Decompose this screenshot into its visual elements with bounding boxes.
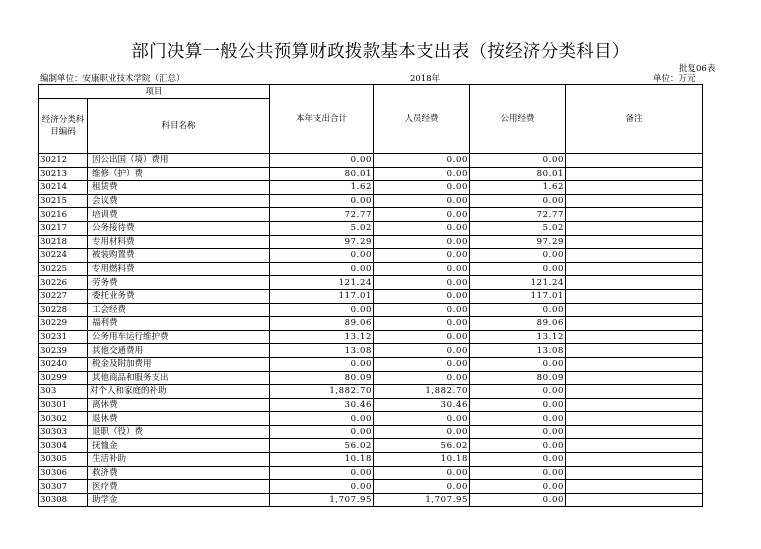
account-code-cell: 30214	[39, 181, 88, 195]
public-cell: 0.00	[470, 439, 566, 453]
account-name-cell: 税金及附加费用	[88, 357, 270, 371]
personnel-cell: 0.00	[374, 167, 470, 181]
note-cell	[566, 235, 703, 249]
account-name-cell: 其他交通费用	[88, 344, 270, 358]
public-cell: 72.77	[470, 208, 566, 222]
public-cell: 0.00	[470, 385, 566, 399]
personnel-cell: 0.00	[374, 344, 470, 358]
total-cell: 89.06	[270, 317, 374, 331]
public-cell: 121.24	[470, 276, 566, 290]
header-total: 本年支出合计	[270, 85, 374, 154]
personnel-cell: 0.00	[374, 249, 470, 263]
account-name-cell: 因公出国（境）费用	[88, 154, 270, 168]
account-code-cell: 30306	[39, 466, 88, 480]
account-name-cell: 专用材料费	[88, 235, 270, 249]
account-code-cell: 30213	[39, 167, 88, 181]
note-cell	[566, 466, 703, 480]
table-row	[39, 412, 703, 426]
table-row	[39, 398, 703, 412]
public-cell: 0.00	[470, 398, 566, 412]
table-row	[39, 221, 703, 235]
total-cell: 0.00	[270, 480, 374, 494]
personnel-cell: 0.00	[374, 330, 470, 344]
personnel-cell: 0.00	[374, 276, 470, 290]
account-code-cell: 30212	[39, 154, 88, 168]
table-row	[39, 154, 703, 168]
table-row	[39, 330, 703, 344]
table-row	[39, 289, 703, 303]
total-cell: 13.12	[270, 330, 374, 344]
note-cell	[566, 412, 703, 426]
account-code-cell: 30301	[39, 398, 88, 412]
note-cell	[566, 371, 703, 385]
total-cell: 0.00	[270, 262, 374, 276]
account-code-cell: 30302	[39, 412, 88, 426]
table-row	[39, 466, 703, 480]
total-cell: 80.01	[270, 167, 374, 181]
note-cell	[566, 181, 703, 195]
public-cell: 0.00	[470, 194, 566, 208]
account-name-cell: 被装购置费	[88, 249, 270, 263]
table-row	[39, 235, 703, 249]
table-row	[39, 249, 703, 263]
total-cell: 0.00	[270, 194, 374, 208]
table-row	[39, 493, 703, 507]
public-cell: 0.00	[470, 466, 566, 480]
account-name-cell: 抚恤金	[88, 439, 270, 453]
account-code-cell: 30218	[39, 235, 88, 249]
account-name-cell: 委托业务费	[88, 289, 270, 303]
account-code-cell: 30305	[39, 453, 88, 467]
public-cell: 80.09	[470, 371, 566, 385]
public-cell: 1.62	[470, 181, 566, 195]
total-cell: 121.24	[270, 276, 374, 290]
account-name-cell: 工会经费	[88, 303, 270, 317]
table-row	[39, 453, 703, 467]
account-code-cell: 30299	[39, 371, 88, 385]
table-row	[39, 262, 703, 276]
public-cell: 89.06	[470, 317, 566, 331]
account-name-cell: 劳务费	[88, 276, 270, 290]
account-name-cell: 公务用车运行维护费	[88, 330, 270, 344]
total-cell: 1,882.70	[270, 385, 374, 399]
personnel-cell: 0.00	[374, 317, 470, 331]
public-cell: 13.12	[470, 330, 566, 344]
note-cell	[566, 208, 703, 222]
personnel-cell: 0.00	[374, 412, 470, 426]
total-cell: 97.29	[270, 235, 374, 249]
account-name-cell: 退休费	[88, 412, 270, 426]
account-code-cell: 30228	[39, 303, 88, 317]
table-row	[39, 344, 703, 358]
personnel-cell: 0.00	[374, 208, 470, 222]
report-title: 部门决算一般公共预算财政拨款基本支出表（按经济分类科目）	[131, 42, 630, 62]
personnel-cell: 56.02	[374, 439, 470, 453]
table-row	[39, 208, 703, 222]
note-cell	[566, 194, 703, 208]
header-name: 科目名称	[88, 99, 270, 154]
header-note: 备注	[566, 85, 703, 154]
personnel-cell: 0.00	[374, 425, 470, 439]
account-name-cell: 福利费	[88, 317, 270, 331]
personnel-cell: 0.00	[374, 262, 470, 276]
note-cell	[566, 344, 703, 358]
currency-unit: 单位：万元	[653, 74, 696, 84]
personnel-cell: 0.00	[374, 480, 470, 494]
note-cell	[566, 439, 703, 453]
total-cell: 0.00	[270, 357, 374, 371]
note-cell	[566, 289, 703, 303]
public-cell: 0.00	[470, 412, 566, 426]
header-item: 项目	[39, 85, 270, 99]
account-code-cell: 30216	[39, 208, 88, 222]
note-cell	[566, 453, 703, 467]
personnel-cell: 1,707.95	[374, 493, 470, 507]
table-row	[39, 385, 703, 399]
personnel-cell: 0.00	[374, 303, 470, 317]
account-name-cell: 培训费	[88, 208, 270, 222]
total-cell: 0.00	[270, 249, 374, 263]
personnel-cell: 30.46	[374, 398, 470, 412]
note-cell	[566, 425, 703, 439]
personnel-cell: 0.00	[374, 235, 470, 249]
note-cell	[566, 221, 703, 235]
total-cell: 0.00	[270, 425, 374, 439]
public-cell: 97.29	[470, 235, 566, 249]
personnel-cell: 0.00	[374, 357, 470, 371]
total-cell: 5.02	[270, 221, 374, 235]
total-cell: 1.62	[270, 181, 374, 195]
account-name-cell: 对个人和家庭的补助	[88, 385, 270, 399]
account-code-cell: 30239	[39, 344, 88, 358]
public-cell: 5.02	[470, 221, 566, 235]
total-cell: 0.00	[270, 154, 374, 168]
table-row	[39, 425, 703, 439]
note-cell	[566, 357, 703, 371]
account-name-cell: 离休费	[88, 398, 270, 412]
note-cell	[566, 385, 703, 399]
note-cell	[566, 262, 703, 276]
expenditure-table	[38, 84, 703, 507]
account-name-cell: 租赁费	[88, 181, 270, 195]
total-cell: 80.09	[270, 371, 374, 385]
header-code: 经济分类科目编码	[39, 99, 88, 154]
table-row	[39, 194, 703, 208]
account-code-cell: 30224	[39, 249, 88, 263]
table-row	[39, 303, 703, 317]
table-row	[39, 439, 703, 453]
public-cell: 0.00	[470, 262, 566, 276]
note-cell	[566, 480, 703, 494]
account-name-cell: 会议费	[88, 194, 270, 208]
header-public: 公用经费	[470, 85, 566, 154]
table-row	[39, 317, 703, 331]
total-cell: 10.18	[270, 453, 374, 467]
account-name-cell: 助学金	[88, 493, 270, 507]
public-cell: 0.00	[470, 249, 566, 263]
personnel-cell: 0.00	[374, 221, 470, 235]
public-cell: 0.00	[470, 154, 566, 168]
account-name-cell: 公务接待费	[88, 221, 270, 235]
report-year: 2018年	[410, 74, 441, 84]
personnel-cell: 1,882.70	[374, 385, 470, 399]
account-name-cell: 其他商品和服务支出	[88, 371, 270, 385]
personnel-cell: 0.00	[374, 194, 470, 208]
public-cell: 0.00	[470, 480, 566, 494]
personnel-cell: 0.00	[374, 371, 470, 385]
form-number: 批复06表	[679, 64, 716, 74]
total-cell: 0.00	[270, 412, 374, 426]
account-code-cell: 30227	[39, 289, 88, 303]
public-cell: 80.01	[470, 167, 566, 181]
table-row	[39, 167, 703, 181]
note-cell	[566, 303, 703, 317]
public-cell: 0.00	[470, 425, 566, 439]
note-cell	[566, 330, 703, 344]
account-code-cell: 30229	[39, 317, 88, 331]
total-cell: 0.00	[270, 466, 374, 480]
account-code-cell: 30308	[39, 493, 88, 507]
note-cell	[566, 493, 703, 507]
account-code-cell: 30225	[39, 262, 88, 276]
public-cell: 0.00	[470, 493, 566, 507]
table-row	[39, 480, 703, 494]
note-cell	[566, 167, 703, 181]
total-cell: 30.46	[270, 398, 374, 412]
table-row	[39, 371, 703, 385]
total-cell: 13.08	[270, 344, 374, 358]
account-code-cell: 30231	[39, 330, 88, 344]
personnel-cell: 10.18	[374, 453, 470, 467]
total-cell: 0.00	[270, 303, 374, 317]
public-cell: 0.00	[470, 303, 566, 317]
account-code-cell: 30217	[39, 221, 88, 235]
account-name-cell: 救济费	[88, 466, 270, 480]
note-cell	[566, 398, 703, 412]
compiling-unit: 编制单位：安康职业技术学院（汇总）	[40, 74, 185, 84]
total-cell: 72.77	[270, 208, 374, 222]
note-cell	[566, 276, 703, 290]
public-cell: 0.00	[470, 453, 566, 467]
personnel-cell: 0.00	[374, 181, 470, 195]
account-code-cell: 30226	[39, 276, 88, 290]
account-code-cell: 30307	[39, 480, 88, 494]
personnel-cell: 0.00	[374, 289, 470, 303]
account-code-cell: 30303	[39, 425, 88, 439]
personnel-cell: 0.00	[374, 154, 470, 168]
public-cell: 117.01	[470, 289, 566, 303]
header-personnel: 人员经费	[374, 85, 470, 154]
account-code-cell: 30304	[39, 439, 88, 453]
account-name-cell: 生活补助	[88, 453, 270, 467]
table-row	[39, 181, 703, 195]
account-code-cell: 30240	[39, 357, 88, 371]
account-code-cell: 303	[39, 385, 88, 399]
table-row	[39, 276, 703, 290]
public-cell: 0.00	[470, 357, 566, 371]
account-name-cell: 维修（护）费	[88, 167, 270, 181]
table-row	[39, 357, 703, 371]
total-cell: 56.02	[270, 439, 374, 453]
public-cell: 13.08	[470, 344, 566, 358]
account-code-cell: 30215	[39, 194, 88, 208]
note-cell	[566, 249, 703, 263]
personnel-cell: 0.00	[374, 466, 470, 480]
account-name-cell: 医疗费	[88, 480, 270, 494]
total-cell: 117.01	[270, 289, 374, 303]
note-cell	[566, 154, 703, 168]
account-name-cell: 退职（役）费	[88, 425, 270, 439]
total-cell: 1,707.95	[270, 493, 374, 507]
note-cell	[566, 317, 703, 331]
account-name-cell: 专用燃料费	[88, 262, 270, 276]
